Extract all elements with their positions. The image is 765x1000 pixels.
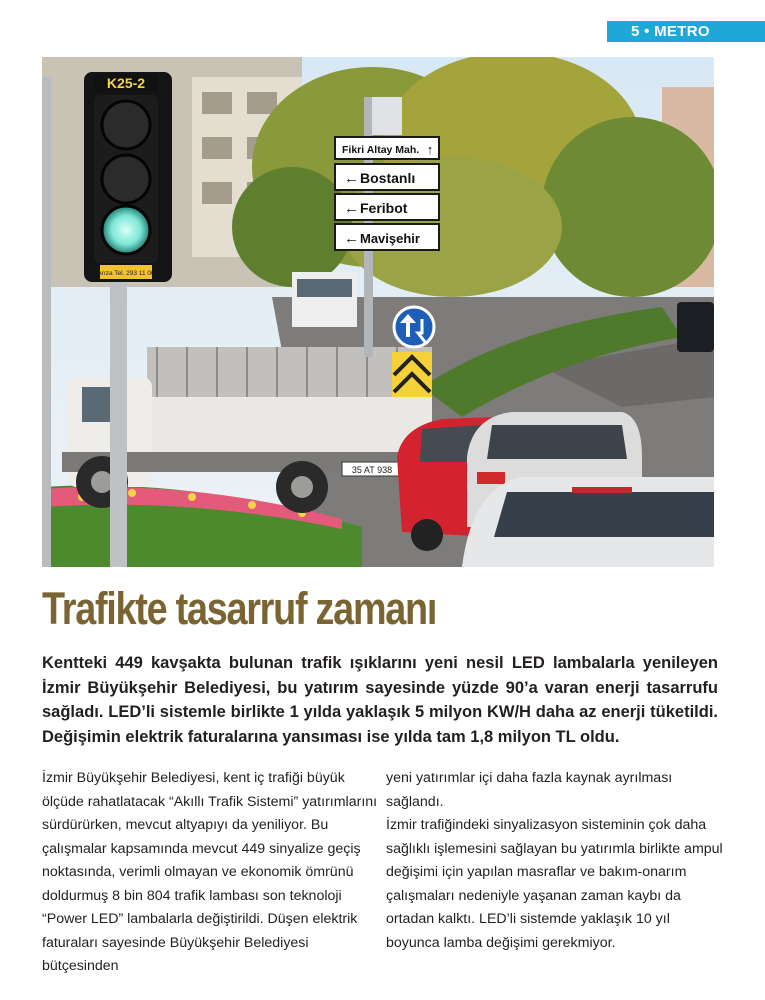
traffic-scene-illustration [42,57,714,567]
license-plate: 35 AT 938 [351,465,393,475]
amber-lamp [102,155,150,203]
parked-car [677,302,714,352]
lead-paragraph: Kentteki 449 kavşakta bulunan trafik ışıklarını yeni nesil LED lambalarla yenileyen İzmir Büyükşehir Belediyesi, bu yatırım sayesinde yüzde 90’a varan enerji tasarrufu sağladı. LED’li sistemle birlikte 1 yılda yaklaşık 5 milyon KW/H daha az enerji tüketildi. Değişimin elektrik faturalarına yansıması ise yılda tam 1,8 milyon TL oldu. [42,654,718,746]
traffic-light [84,72,172,282]
traffic-photo [42,57,714,567]
page-section-tag: 5 • METRO [607,21,765,42]
green-lamp [102,206,150,254]
svg-text:Mavişehir: Mavişehir [360,231,420,246]
body-paragraph: İzmir Büyükşehir Belediyesi, kent iç trafiği büyük ölçüde rahatlatacak “Akıllı Trafik Sistemi” yatırımlarını sürdürürken, mevcut altyapıyı da yeniliyor. Bu çalışmalar kapsamında mevcut 449 sinyalize geçiş noktasında, verimli olmayan ve ekonomik ömrünü doldurmuş 8 bin 804 trafik lambası son teknoloji “Power LED” lambalarla değiştirildi. Düşen elektrik faturaları sayesinde Büyükşehir Belediyesi bütçesinden [42,770,378,974]
arrow-left-icon: ← [344,200,359,217]
body-column-right [386,767,726,955]
body-paragraph: İzmir trafiğindeki sinyalizasyon sisteminin çok daha sağlıklı işlemesini sağlayan bu yatırımla birlikte ampul değişimi için yapılan masraflar ve bakım-onarım çalışmaları nedeniyle yaşanan zaman kaybı da ortadan kalktı. LED’li sistemde yaklaşık 10 yıl boyunca lamba değişimi gerekmiyor. [386,817,723,951]
svg-text:Feribot: Feribot [360,200,408,216]
body-paragraph: yeni yatırımlar içi daha fazla kaynak ayrılması sağlandı. [386,770,673,810]
headline: Trafikte tasarruf zamanı [42,583,437,634]
arrow-left-icon: ← [344,170,359,187]
signal-pole [110,272,127,567]
red-lamp [102,101,150,149]
svg-text:Fikri Altay Mah.: Fikri Altay Mah. [342,144,420,156]
keep-right-sign [394,307,434,347]
signal-code-label: K25-2 [106,75,146,91]
fault-phone-plate: Arıza Tel. 293 11 00 [97,270,155,277]
svg-text:Bostanlı: Bostanlı [360,170,416,186]
body-column-left [42,767,382,979]
arrow-left-icon: ← [344,230,359,247]
lamp-post [42,77,51,567]
front-car [462,477,714,567]
arrow-up-icon: ↑ [426,142,434,157]
